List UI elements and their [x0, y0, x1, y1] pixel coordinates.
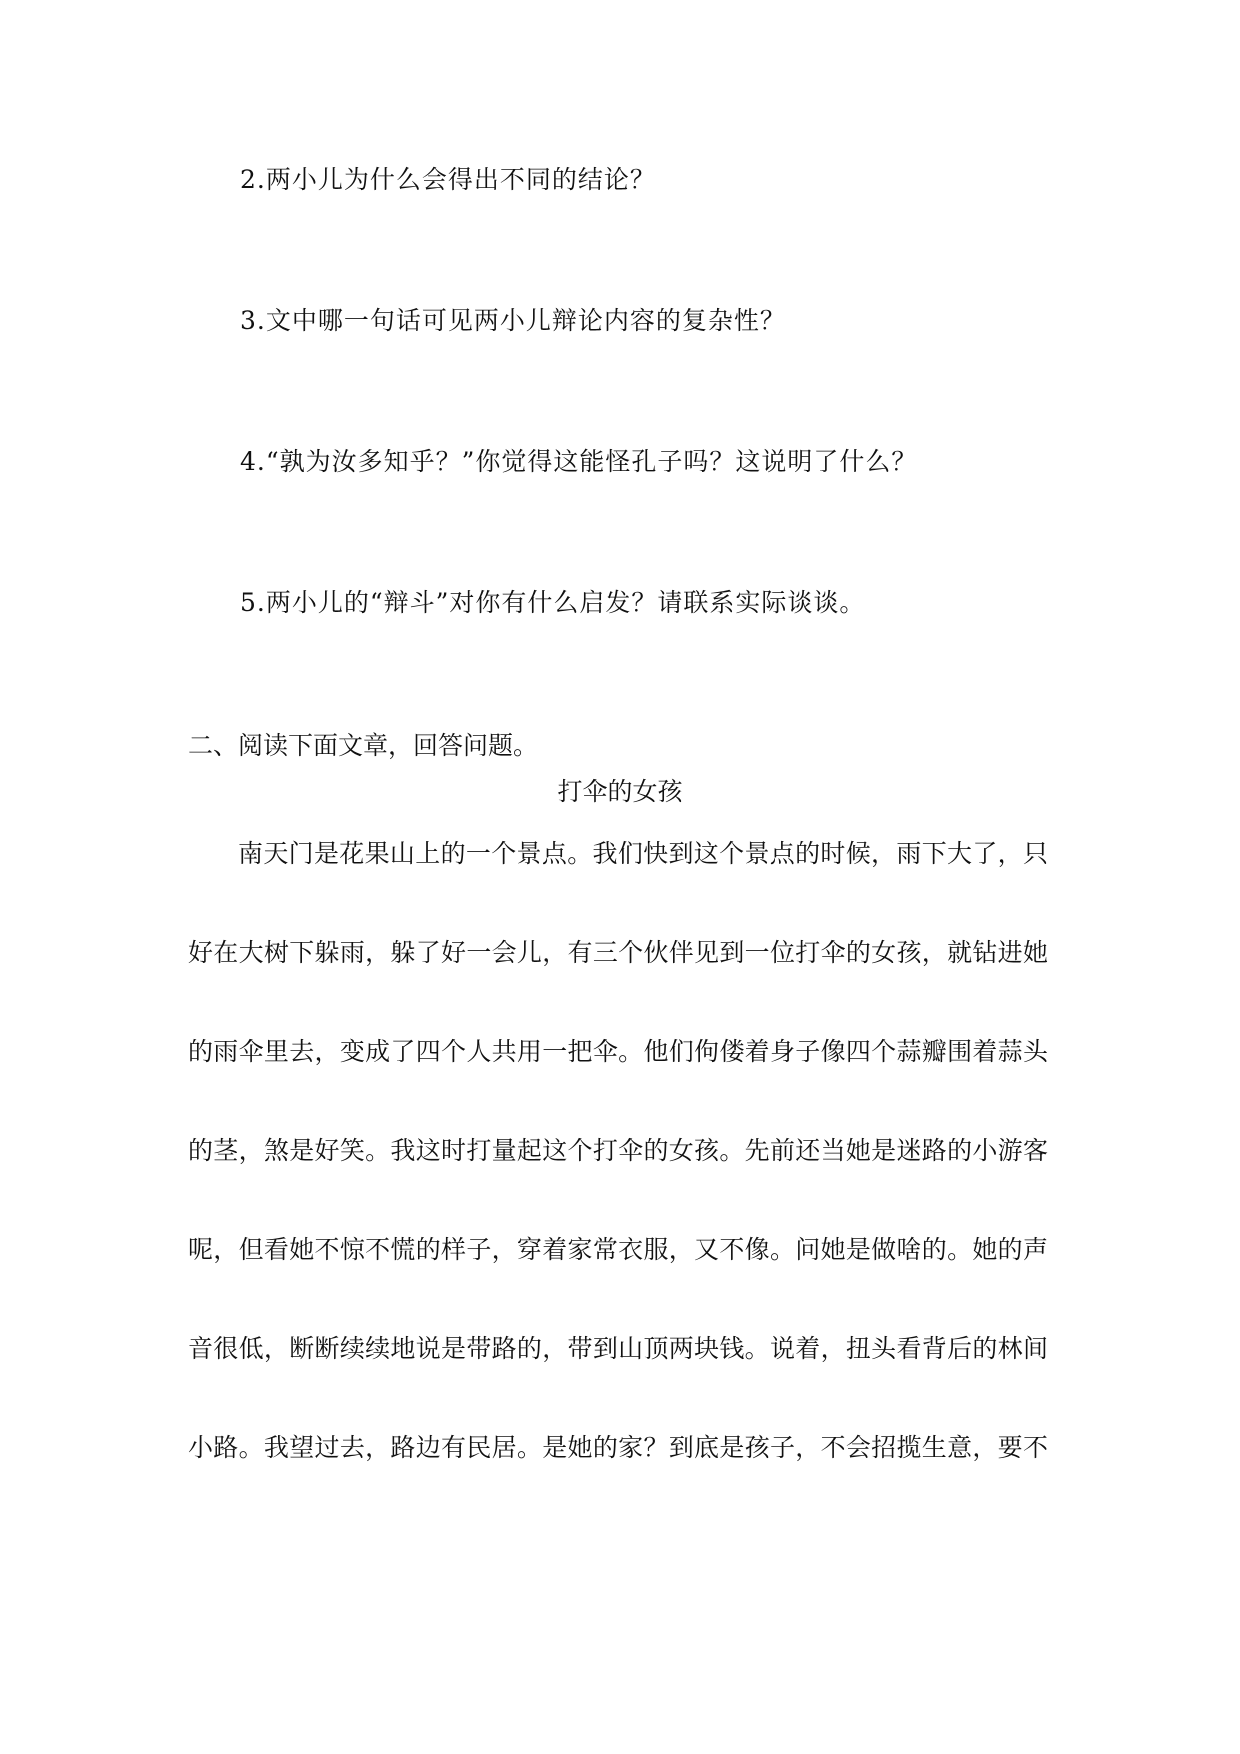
- story-line: 音很低，断断续续地说是带路的，带到山顶两块钱。说着，扭头看背后的林间: [188, 1334, 1048, 1363]
- section-heading: 二、阅读下面文章，回答问题。: [188, 731, 539, 760]
- question-3: 3.文中哪一句话可见两小儿辩论内容的复杂性？: [240, 306, 786, 335]
- question-2: 2.两小儿为什么会得出不同的结论？: [240, 165, 656, 194]
- story-line: 的雨伞里去，变成了四个人共用一把伞。他们佝偻着身子像四个蒜瓣围着蒜头: [188, 1037, 1048, 1066]
- story-line: 的茎，煞是好笑。我这时打量起这个打伞的女孩。先前还当她是迷路的小游客: [188, 1136, 1048, 1165]
- story-line: 好在大树下躲雨，躲了好一会儿，有三个伙伴见到一位打伞的女孩，就钻进她: [188, 938, 1048, 967]
- question-4: 4.“孰为汝多知乎？”你觉得这能怪孔子吗？这说明了什么？: [240, 447, 918, 476]
- story-line: 呢，但看她不惊不慌的样子，穿着家常衣服，又不像。问她是做啥的。她的声: [188, 1235, 1048, 1264]
- story-line: 小路。我望过去，路边有民居。是她的家？到底是孩子，不会招揽生意，要不: [188, 1433, 1048, 1462]
- story-title: 打伞的女孩: [557, 777, 683, 806]
- question-5: 5.两小儿的“辩斗”对你有什么启发？请联系实际谈谈。: [240, 588, 866, 617]
- story-line: 南天门是花果山上的一个景点。我们快到这个景点的时候，雨下大了，只: [238, 839, 1048, 868]
